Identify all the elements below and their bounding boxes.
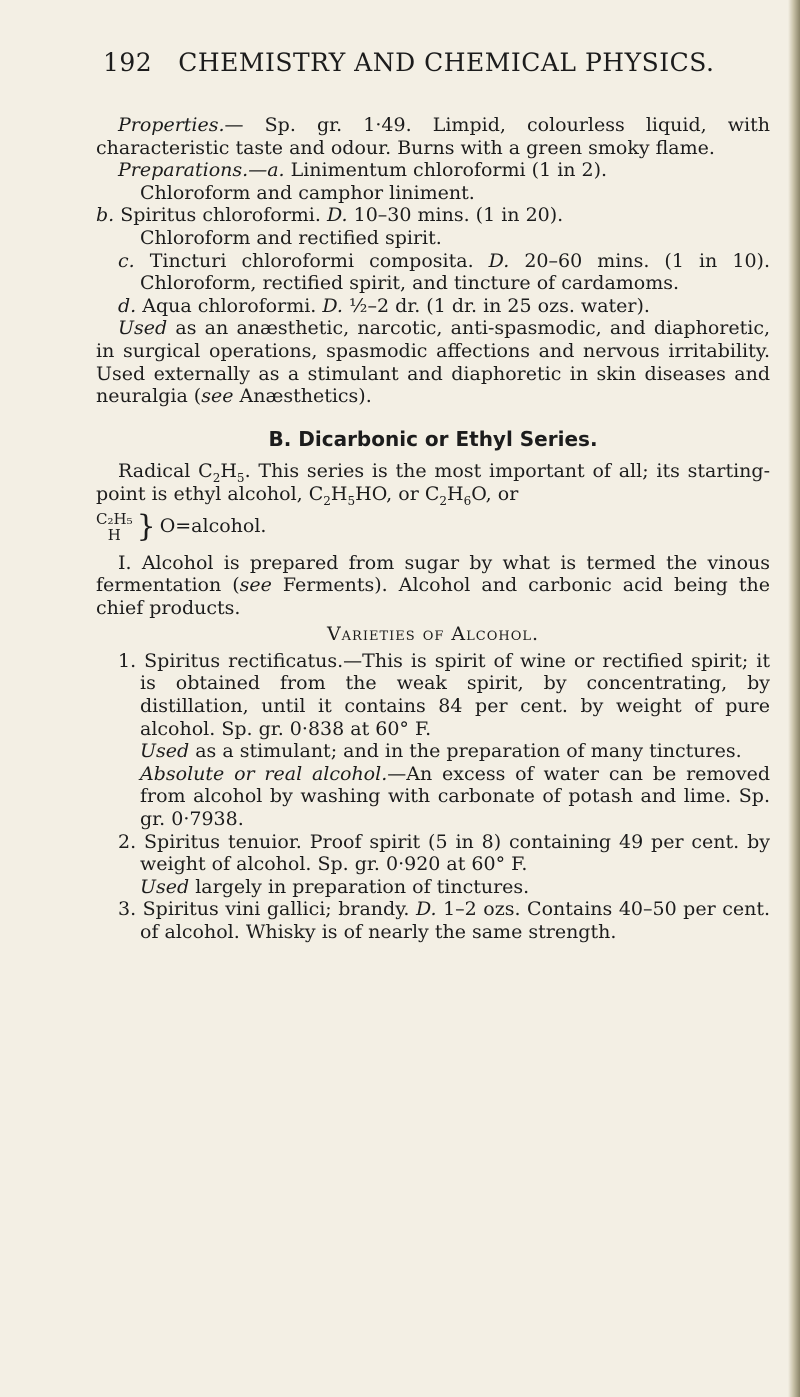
item-1-absolute-label: Absolute or real alcohol. xyxy=(140,762,388,785)
prep-a-sub: Chloroform and camphor liniment. xyxy=(140,181,475,204)
formula-fraction-top: C₂H₅ xyxy=(96,509,133,528)
properties-text: — Sp. gr. 1·49. Limpid, colourless liquid, with characteristic taste and odour. Burns with a green smoky flame. xyxy=(96,114,770,159)
item-2-text: Spiritus tenuior. Proof spirit (5 in 8) containing 49 per cent. by weight of alcohol. Sp. gr. 0·920 at 60° F. xyxy=(136,830,770,876)
item-2-used-text: largely in preparation of tinctures. xyxy=(189,875,530,898)
preparations-a xyxy=(96,159,770,182)
alcohol-see: see xyxy=(239,574,272,597)
page-number: 192 xyxy=(103,48,153,77)
used-paragraph xyxy=(96,317,770,407)
formula1-rest: HO, or C xyxy=(355,482,440,505)
item-2 xyxy=(96,831,770,876)
radical-paragraph xyxy=(96,460,770,508)
formula-brace: } xyxy=(136,508,156,544)
formula1-sub-2: 2 xyxy=(323,493,331,508)
prep-b-sub: Chloroform and rectified spirit. xyxy=(140,226,442,249)
formula1-h: H xyxy=(330,482,348,505)
prep-d-text-1: Aqua chloroformi. xyxy=(136,294,323,317)
prep-b-marker: b. xyxy=(96,204,115,227)
item-1-marker: 1. xyxy=(118,649,137,672)
prep-b-dose-label: D. xyxy=(326,204,348,227)
formula-fraction xyxy=(96,511,133,543)
properties-paragraph xyxy=(96,114,770,159)
item-3 xyxy=(96,898,770,943)
item-3-text-2: 1–2 ozs. Contains 40–50 per cent. of alcohol. Whisky is of nearly the same strength. xyxy=(140,898,770,943)
alcohol-text-1: Alcohol is prepared from sugar by what is termed the vinous fermentation ( xyxy=(96,551,770,597)
preparations-b xyxy=(96,204,770,227)
page-header xyxy=(103,48,715,77)
item-2-marker: 2. xyxy=(118,830,137,853)
alcohol-paragraph xyxy=(96,552,770,620)
prep-c-text-1: Tincturi chloroformi composita. xyxy=(134,249,489,272)
running-title: CHEMISTRY AND CHEMICAL PHYSICS. xyxy=(178,48,715,77)
prep-d-text-2: ½–2 dr. (1 dr. in 25 ozs. water). xyxy=(342,294,650,317)
prep-d-dose-label: D. xyxy=(322,294,343,317)
radical-text-2: H xyxy=(220,460,237,483)
preparations-c xyxy=(96,250,770,295)
prep-c-dose-label: D. xyxy=(488,249,510,272)
item-3-marker: 3. xyxy=(118,898,137,921)
radical-text-1: Radical C xyxy=(118,460,213,483)
item-2-used-label: Used xyxy=(140,875,190,898)
formula2-sub-2: 2 xyxy=(439,493,447,508)
section-b-heading: B. Dicarbonic or Ethyl Series. xyxy=(268,426,598,451)
varieties-heading: Varieties of Alcohol. xyxy=(326,623,540,646)
prep-c-text-2: 20–60 mins. (1 in 10). Chloroform, rectified spirit, and tincture of cardamoms. xyxy=(140,249,770,295)
used-see: see xyxy=(201,385,234,408)
radical-sub-2: 2 xyxy=(212,471,221,486)
alcohol-formula xyxy=(96,508,770,546)
page-body xyxy=(96,114,770,944)
prep-b-text-2: 10–30 mins. (1 in 20). xyxy=(347,204,564,227)
item-1-used-text: as a stimulant; and in the preparation of many tinctures. xyxy=(189,740,742,763)
formula-tail: O=alcohol. xyxy=(159,515,267,538)
radical-sub-5: 5 xyxy=(236,471,245,486)
used-text-2: Anæsthetics). xyxy=(233,385,372,408)
alcohol-text-2: Ferments). Alcohol and carbonic acid being the chief products. xyxy=(96,574,770,619)
properties-label: Properties. xyxy=(118,114,225,136)
item-1-used xyxy=(96,740,770,763)
page-edge-shadow xyxy=(788,0,800,1397)
prep-c-marker: c. xyxy=(118,249,135,272)
prep-b-text-1: Spiritus chloroformi. xyxy=(114,204,327,227)
item-3-dose-label: D. xyxy=(415,898,437,921)
formula-fraction-bottom: H xyxy=(107,525,121,544)
item-1-text: Spiritus rectificatus.—This is spirit of wine or rectified spirit; it is obtained from the weak spirit, by concentrating, by distillation, until it contains 84 per cent. by weight of pure alcohol. Sp. gr. 0·838 at 60° F. xyxy=(136,649,770,740)
formula2-sub-6: 6 xyxy=(463,493,472,508)
used-label: Used xyxy=(118,317,168,340)
formula2-rest: O, or xyxy=(471,482,519,505)
item-1-absolute-text: —An excess of water can be removed from alcohol by washing with carbonate of potash and lime. Sp. gr. 0·7938. xyxy=(140,762,770,831)
item-3-text-1: Spiritus vini gallici; brandy. xyxy=(136,898,416,921)
item-1 xyxy=(96,650,770,740)
preparations-label: Preparations. xyxy=(118,159,249,182)
preparations-d xyxy=(96,295,770,318)
item-1-absolute xyxy=(96,763,770,831)
formula2-h: H xyxy=(447,482,464,505)
item-2-used xyxy=(96,876,770,899)
used-text-1: as an anæsthetic, narcotic, anti-spasmodic, and diaphoretic, in surgical operations, spasmodic affections and nervous irritability. Used externally as a stimulant and diaphoretic in skin diseases and neuralgia ( xyxy=(96,317,770,408)
formula1-sub-5: 5 xyxy=(347,493,356,508)
prep-a-marker: —a. xyxy=(248,159,285,182)
prep-a-text: Linimentum chloroformi (1 in 2). xyxy=(284,159,608,182)
item-1-used-label: Used xyxy=(140,740,190,763)
radical-text-3: . This series is the most important of all; its starting-point is ethyl alcohol, C xyxy=(96,460,770,505)
prep-d-marker: d. xyxy=(118,294,137,317)
alcohol-marker: I. xyxy=(118,551,132,574)
